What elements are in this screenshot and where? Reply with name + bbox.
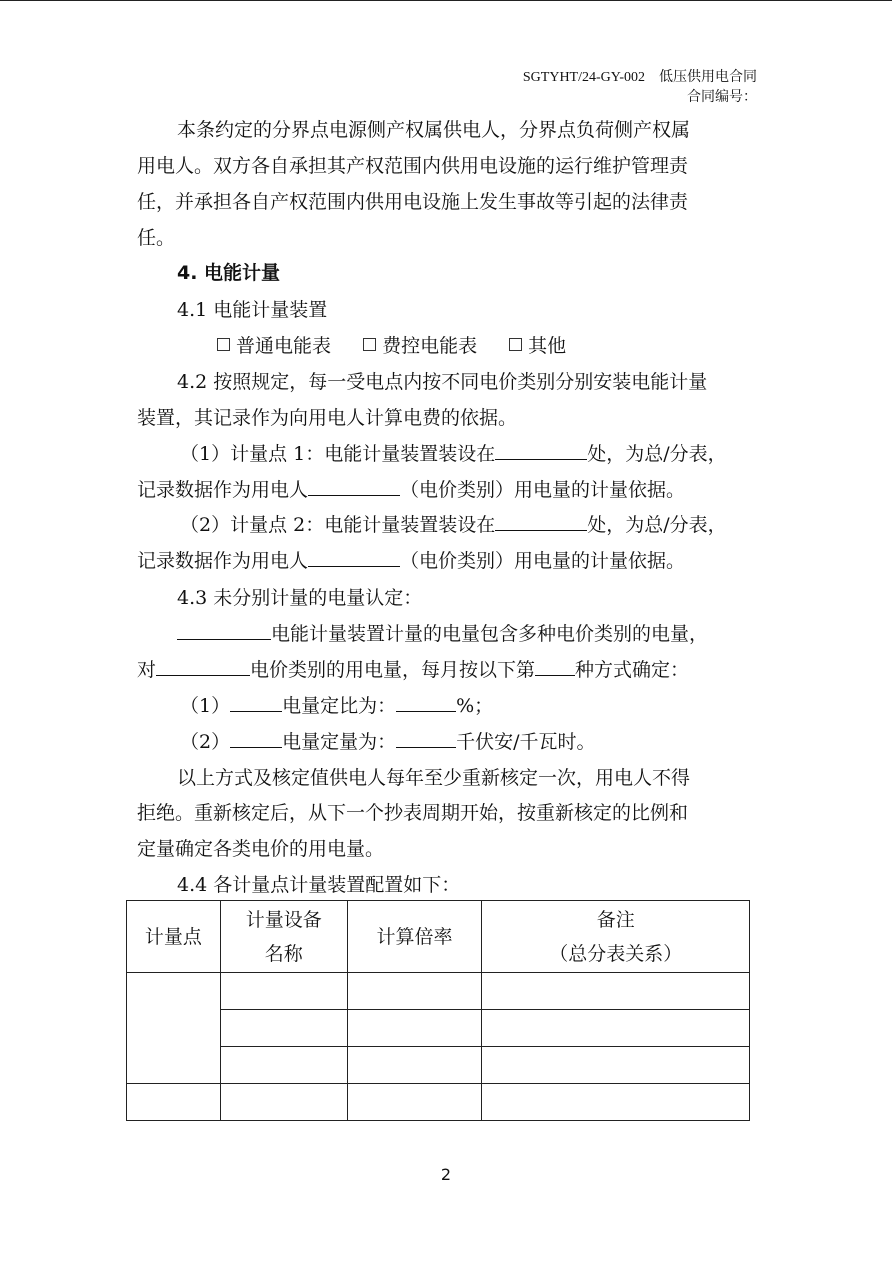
paragraph-line: 任。 <box>137 227 176 249</box>
fill-blank-category-1[interactable] <box>230 693 282 712</box>
table-cell[interactable] <box>127 973 221 1084</box>
meter-point-2-line: 记录数据作为用电人 （电价类别）用电量的计量依据。 <box>137 550 686 572</box>
fill-blank-ratio[interactable] <box>396 693 456 712</box>
table-cell[interactable] <box>127 1084 221 1121</box>
meter-point-1-line: 记录数据作为用电人 （电价类别）用电量的计量依据。 <box>137 479 686 501</box>
table-header-row <box>127 901 750 973</box>
checkbox-icon[interactable] <box>363 338 376 351</box>
header-device-name: 计量设备 名称 <box>220 901 347 973</box>
subsection-title: 4.1 电能计量装置 <box>177 299 328 321</box>
fill-blank-meter[interactable] <box>177 621 271 640</box>
fill-blank-location-2[interactable] <box>495 512 587 531</box>
checkbox-icon[interactable] <box>217 338 230 351</box>
top-border <box>0 0 892 1</box>
table-row <box>127 1047 750 1084</box>
paragraph-line: 对 电价类别的用电量，每月按以下第 种方式确定： <box>137 659 690 681</box>
paragraph-line: 电能计量装置计量的电量包含多种电价类别的电量， <box>177 621 708 648</box>
table-cell[interactable] <box>347 973 482 1010</box>
paragraph-line: 用电人。双方各自承担其产权范围内供用电设施的运行维护管理责 <box>137 155 689 177</box>
subsection-title: 4.3 未分别计量的电量认定： <box>177 587 423 609</box>
table-cell[interactable] <box>347 1010 482 1047</box>
table-row <box>127 973 750 1010</box>
table-cell[interactable] <box>347 1084 482 1121</box>
paragraph-line: 以上方式及核定值供电人每年至少重新核定一次，用电人不得 <box>177 767 691 789</box>
paragraph-line: 4.2 按照规定，每一受电点内按不同电价类别分别安装电能计量 <box>177 371 708 393</box>
paragraph-line: 本条约定的分界点电源侧产权属供电人，分界点负荷侧产权属 <box>177 119 691 141</box>
table-cell[interactable] <box>482 1010 750 1047</box>
method-1-line: （1） 电量定比为： %； <box>180 695 494 717</box>
table-row <box>127 1010 750 1047</box>
table-cell[interactable] <box>220 1010 347 1047</box>
option-other[interactable]: 其他 <box>509 335 566 357</box>
table-cell[interactable] <box>482 1047 750 1084</box>
contract-number-label: 合同编号： <box>687 90 757 105</box>
subsection-title: 4.4 各计量点计量装置配置如下： <box>177 874 461 896</box>
fill-blank-price-class-2[interactable] <box>308 548 400 567</box>
table-cell[interactable] <box>220 1084 347 1121</box>
paragraph-line: 拒绝。重新核定后，从下一个抄表周期开始，按重新核定的比例和 <box>137 802 689 824</box>
header-meter-point: 计量点 <box>127 901 221 973</box>
table-cell[interactable] <box>482 1084 750 1121</box>
fill-blank-method[interactable] <box>535 657 575 676</box>
meter-config-table <box>126 900 750 1121</box>
header-multiplier: 计算倍率 <box>347 901 482 973</box>
table-cell[interactable] <box>220 1047 347 1084</box>
table-cell[interactable] <box>347 1047 482 1084</box>
option-ordinary-meter[interactable]: 普通电能表 <box>217 335 331 357</box>
meter-point-2-line: （2）计量点 2：电能计量装置装设在 处，为总/分表， <box>180 514 727 536</box>
table-cell[interactable] <box>482 973 750 1010</box>
paragraph-line: 任，并承担各自产权范围内供用电设施上发生事故等引起的法律责 <box>137 191 689 213</box>
header-remarks: 备注 （总分表关系） <box>482 901 750 973</box>
contract-code-header: SGTYHT/24-GY-002 低压供用电合同 <box>522 70 757 85</box>
fill-blank-price-class[interactable] <box>156 657 250 676</box>
option-prepaid-meter[interactable]: 费控电能表 <box>363 335 477 357</box>
fill-blank-price-class-1[interactable] <box>308 477 400 496</box>
meter-type-options <box>217 333 592 360</box>
paragraph-line: 装置，其记录作为向用电人计算电费的依据。 <box>137 407 518 429</box>
table-row <box>127 1084 750 1121</box>
section-title: 4. 电能计量 <box>177 262 281 284</box>
meter-point-1-line: （1）计量点 1：电能计量装置装设在 处，为总/分表， <box>180 443 727 465</box>
table-cell[interactable] <box>220 973 347 1010</box>
fill-blank-quantity[interactable] <box>396 729 456 748</box>
page-number: 2 <box>440 1165 452 1184</box>
paragraph-line: 定量确定各类电价的用电量。 <box>137 838 385 860</box>
checkbox-icon[interactable] <box>509 338 522 351</box>
fill-blank-location-1[interactable] <box>495 441 587 460</box>
fill-blank-category-2[interactable] <box>230 729 282 748</box>
method-2-line: （2） 电量定量为： 千伏安/千瓦时。 <box>180 731 596 753</box>
